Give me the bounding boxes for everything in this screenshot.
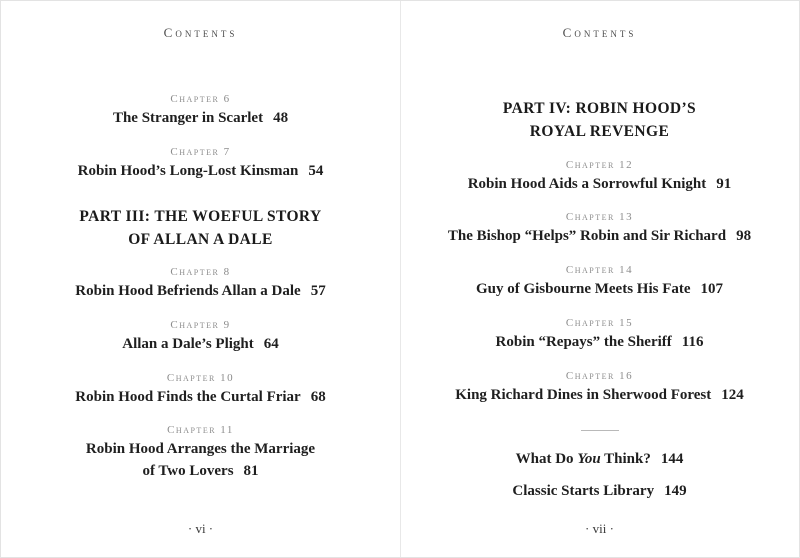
chapter-title-text: Robin Hood Aids a Sorrowful Knight [467,175,707,192]
page-number: 116 [681,333,704,350]
chapter-title [455,385,744,407]
toc-entry-chapter-10 [75,372,325,409]
chapter-label: Chapter 6 [170,93,231,105]
page-number: 91 [716,175,732,192]
chapter-title [113,108,288,130]
chapter-title [75,387,325,409]
part-heading-3 [79,205,321,252]
chapter-title-text: Robin “Repays” the Sheriff [495,333,672,350]
chapter-title-text: Allan a Dale’s Plight [122,335,254,352]
back-matter-what-do-you-think [516,451,684,468]
page-number: 68 [310,388,326,405]
part-heading-line1: PART IV: ROBIN HOOD’S [502,100,697,117]
page-number: 54 [308,162,324,179]
chapter-title [448,226,751,248]
page-right [400,1,799,557]
chapter-title-text: Robin Hood Befriends Allan a Dale [75,283,301,299]
chapter-title-text: The Bishop “Helps” Robin and Sir Richard [447,228,727,245]
page-number: 107 [700,281,724,297]
part-heading-4 [503,97,696,144]
chapter-label: Chapter 8 [170,266,231,278]
chapter-title [468,174,732,196]
chapter-title-line2 [86,461,315,483]
folio-right: · vii · [585,521,614,536]
toc-entry-chapter-14 [476,264,723,301]
part-heading-line1: PART III: THE WOEFUL STORY [79,207,322,225]
chapter-title-text: of Two Lovers [142,463,234,479]
chapter-label: Chapter 15 [565,316,634,329]
chapter-label: Chapter 11 [167,424,234,437]
contents-header: Contents [163,25,238,40]
chapter-title-text: King Richard Dines in Sherwood Forest [455,386,712,403]
toc-entry-chapter-11 [86,424,315,483]
back-title-italic: You [577,451,601,468]
back-matter-library [512,483,686,500]
part-heading-line2: ROYAL REVENGE [529,123,670,141]
chapter-title [122,334,279,356]
chapter-title-line1: Robin Hood Arranges the Marriage [85,441,316,458]
chapter-label: Chapter 16 [565,369,634,382]
page-number: 57 [310,283,326,299]
chapter-label: Chapter 12 [565,158,634,171]
chapter-label: Chapter 9 [170,318,231,331]
chapter-title-text: Robin Hood’s Long-Lost Kinsman [77,162,299,179]
chapter-title [86,439,315,483]
back-title-text: Classic Starts Library [512,483,655,500]
chapter-label: Chapter 7 [170,145,231,158]
chapter-label: Chapter 10 [166,371,235,384]
chapter-title [78,161,324,183]
chapter-title-text: Robin Hood Finds the Curtal Friar [75,388,301,405]
page-number: 64 [263,335,279,352]
toc-entry-chapter-15 [496,317,704,354]
chapter-title-text: The Stranger in Scarlet [112,110,264,126]
chapter-title [496,332,704,354]
chapter-title-text: Guy of Gisbourne Meets His Fate [475,281,691,297]
back-title-post: Think? [600,451,651,468]
toc-left [1,93,400,499]
toc-entry-chapter-9 [122,319,279,356]
toc-entry-chapter-12 [468,159,732,196]
toc-entry-chapter-7 [78,146,324,183]
page-number: 81 [243,463,259,479]
back-title-pre: What Do [515,451,578,468]
toc-entry-chapter-6 [113,93,288,130]
chapter-title [75,281,325,303]
toc-entry-chapter-13 [448,211,751,248]
section-divider [581,430,619,431]
contents-header: Contents [562,25,637,40]
toc-right [400,97,799,515]
page-number: 149 [664,483,687,500]
page-number: 144 [660,451,684,468]
chapter-label: Chapter 14 [565,264,634,276]
page-left [1,1,400,557]
chapter-title [476,279,723,301]
toc-entry-chapter-16 [455,370,744,407]
toc-entry-chapter-8 [75,266,325,303]
chapter-label: Chapter 13 [565,211,634,224]
part-heading-line2: OF ALLAN A DALE [128,230,273,248]
folio-left: · vi · [187,521,214,536]
page-number: 98 [736,228,752,245]
page-number: 48 [273,110,289,126]
page-number: 124 [721,386,744,403]
